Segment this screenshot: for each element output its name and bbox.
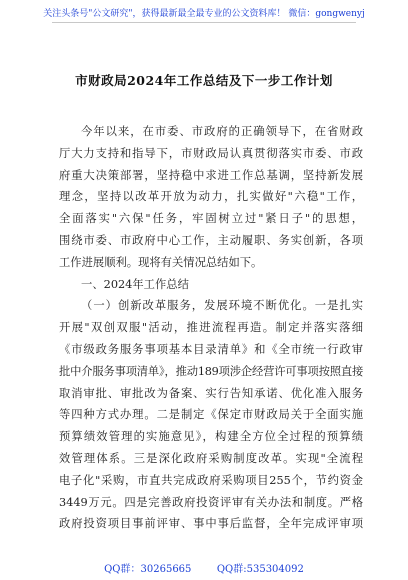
body-line: 3449万元。四是完善政府投资评审有关办法和制度。严格 xyxy=(59,495,363,509)
body-line: 等四种方式办理。二是制定《保定市财政局关于全面实施 xyxy=(59,408,363,422)
body-line: 效管理体系。三是深化政府采购制度改革。实现"全流程 xyxy=(59,451,363,465)
body-line: 批中介服务事项清单》，推动189项涉企经营许可事项按照直接 xyxy=(59,364,363,378)
footer-qq-group-1: QQ群：30265665 xyxy=(104,564,192,575)
footer-qq-group-2: QQ群:535304092 xyxy=(216,564,304,575)
body-line: 取消审批、审批改为备案、实行告知承诺、优化准入服务 xyxy=(59,386,363,400)
body-line: 工作进展顺利。现将有关情况总结如下。 xyxy=(59,255,263,269)
body-line: 电子化"采购，市直共完成政府采购项目255个，节约资金 xyxy=(59,473,363,487)
body-line: 预算绩效管理的实施意见》，构建全方位全过程的预算绩 xyxy=(59,430,363,444)
body-line: 政府投资项目事前评审、事中事后监督，全年完成评审项 xyxy=(59,517,363,531)
footer-contacts xyxy=(0,560,408,575)
header-banner-text: 关注头条号"公文研究"，获得最新最全最专业的公文资料库！ 微信：gongwenyj xyxy=(43,9,365,19)
section-heading: 一、2024年工作总结 xyxy=(81,277,189,291)
body-line: 理念，坚持以改革开放为动力，扎实做好"六稳"工作， xyxy=(59,190,363,204)
body-line: （一）创新改革服务，发展环境不断优化。一是扎实 xyxy=(81,299,363,313)
body-line: 围绕市委、市政府中心工作，主动履职、务实创新，各项 xyxy=(59,233,363,247)
body-line: 《市级政务服务事项基本目录清单》和《全市统一行政审 xyxy=(59,342,363,356)
header-divider xyxy=(52,22,356,23)
document-body xyxy=(59,121,363,535)
body-line: 今年以来，在市委、市政府的正确领导下，在省财政 xyxy=(81,125,363,138)
body-line: 府重大决策部署，坚持稳中求进工作总基调，坚持新发展 xyxy=(59,168,363,182)
body-line: 厅大力支持和指导下，市财政局认真贯彻落实市委、市政 xyxy=(59,146,363,160)
body-line: 全面落实"六保"任务，牢固树立过"紧日子"的思想， xyxy=(59,212,363,226)
body-line: 开展"双创双服"活动，推进流程再造。制定并落实落细 xyxy=(59,321,363,335)
document-title: 市财政局2024年工作总结及下一步工作计划 xyxy=(75,73,333,88)
